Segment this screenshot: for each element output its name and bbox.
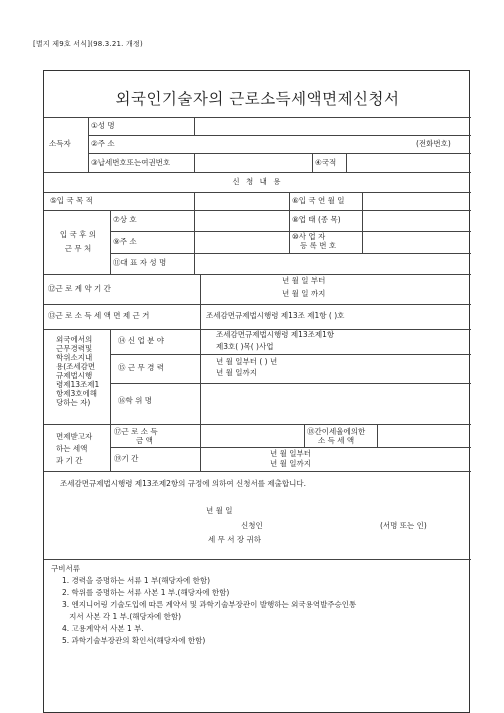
rule [110,231,471,232]
representative-name-label: ⑪대 표 자 성 명 [113,258,167,267]
rule [44,424,471,425]
exemption-basis-label: ⑬근 로 소 득 세 액 면 제 근 거 [48,311,150,320]
career-from: 년 월 일부터 ( ) 년 [216,357,278,366]
workplace-label-2: 근 무 처 [64,244,92,253]
trade-name-label: ⑦상 호 [113,215,137,224]
rule [194,153,195,172]
field-label: ⑭ 신 업 분 야 [118,336,165,345]
rule [44,304,471,305]
document-item: 1. 경력을 증명하는 서류 1 부(해당자에 한함) [62,576,211,585]
document-item: 지서 사본 각 1 부.(해당자에 한함) [62,612,182,621]
field-text-2: 제3호( )목( )사업 [216,342,274,351]
business-type-label: ⑧업 태 (종 목) [292,215,341,224]
declaration-text: 조세감면규제법시행령 제13조제2항의 규정에 의하여 신청서를 제출합니다. [60,479,306,488]
date-line: 년 월 일 [206,506,233,515]
required-documents-title: 구비서류 [51,564,80,573]
exemption-period-to: 년 월 일까지 [270,459,311,468]
exemption-basis-text: 조세감면규제법시행령 제13조 제1항 ( )호 [206,311,345,320]
rule [44,274,471,275]
tax-amount-label-2: 소 득 세 액 [318,436,355,445]
address-label: ②주 소 [91,139,115,148]
career-section-label-8: 당하는 자) [56,398,91,407]
career-section-label-7: 항제3호에해 [56,389,97,398]
rule [44,117,471,118]
career-section-label-1: 외국에서의 [56,335,93,344]
application-header: 신 청 내 용 [232,177,283,186]
rule [289,192,290,253]
rule [44,192,471,193]
contract-period-label: ⑫근 로 계 약 기 간 [48,284,111,293]
tax-amount-label-1: ⑱간이세율에의한 [307,427,366,436]
income-label-2: 금 액 [136,436,153,445]
registration-number-label-2: 등 록 번 호 [300,241,337,250]
contract-from: 년 월 일 부터 [282,276,326,285]
rule [200,329,201,471]
id-number-label: ③납세번호또는여권번호 [91,158,171,167]
rule [194,192,195,274]
degree-label: ⑯학 위 명 [118,396,153,405]
exemption-section-label-3: 과 기 간 [56,456,83,465]
income-label-1: ⑰근 로 소 득 [114,427,158,436]
rule [44,210,471,211]
rule [110,383,471,384]
document-item: 3. 엔지니어링 기술도입에 따른 계약서 및 과학기술부장관이 발행하는 외국용역발주승인통 [62,600,357,609]
exemption-period-label: ⑲기 간 [114,454,139,463]
rule [88,153,471,154]
career-to: 년 월 일까지 [216,368,257,377]
rule [110,354,471,355]
exemption-section-label-2: 하는 세액 [56,444,88,453]
workplace-label-1: 입 국 후 의 [59,230,97,239]
rule [200,274,201,329]
applicant-section-label: 소득자 [49,139,71,148]
career-section-label-2: 근무경력및 [56,344,93,353]
rule [110,253,471,254]
rule [362,192,363,253]
nationality-label: ④국적 [315,158,337,167]
workplace-address-label: ⑨주 소 [113,237,137,246]
document-item: 5. 과학기술부장관의 확인서(해당자에 한함) [62,636,206,645]
applicant-signature-label: 신청인 [241,521,263,530]
career-section-label-4: 용(조세감면 [56,362,96,371]
rule [44,172,471,173]
document-item: 4. 고용계약서 사본 1 부. [62,624,144,633]
contract-to: 년 월 일 까지 [282,289,326,298]
entry-purpose-label: ⑤입 국 목 적 [50,196,93,205]
registration-number-label-1: ⑩사 업 자 [292,232,326,241]
entry-date-label: ⑥입 국 연 월 일 [292,196,345,205]
rule [346,153,347,172]
rule [110,447,471,448]
career-section-label-6: 령제13조제1 [56,380,100,389]
field-text-1: 조세감면규제법시행령 제13조제1항 [216,330,335,339]
document-item: 2. 학위를 증명하는 서류 사본 1 부.(해당자에 한함) [62,588,230,597]
rule [377,424,378,447]
rule [44,559,471,560]
form-reference: [별지 제9호 서식](98.3.21. 개정) [33,40,143,48]
exemption-section-label-1: 면제받고자 [56,432,93,441]
signature-note: (서명 또는 인) [380,521,427,530]
rule [88,135,471,136]
application-form [43,70,470,713]
rule [88,117,89,172]
name-label: ①성 명 [91,121,115,130]
exemption-period-from: 년 월 일부터 [270,449,311,458]
rule [110,210,111,274]
rule [194,117,195,135]
rule [304,424,305,447]
career-section-label-5: 규제법시행 [56,371,93,380]
recipient-label: 세 무 서 장 귀하 [208,535,262,544]
career-section-label-3: 학위소지내 [56,353,93,362]
rule [44,471,471,472]
rule [312,153,313,172]
phone-label: (전화번호) [416,139,451,148]
form-title: 외국인기술자의 근로소득세액면제신청서 [115,90,400,108]
rule [110,329,111,471]
career-label: ⑮ 근 무 경 력 [118,363,165,372]
